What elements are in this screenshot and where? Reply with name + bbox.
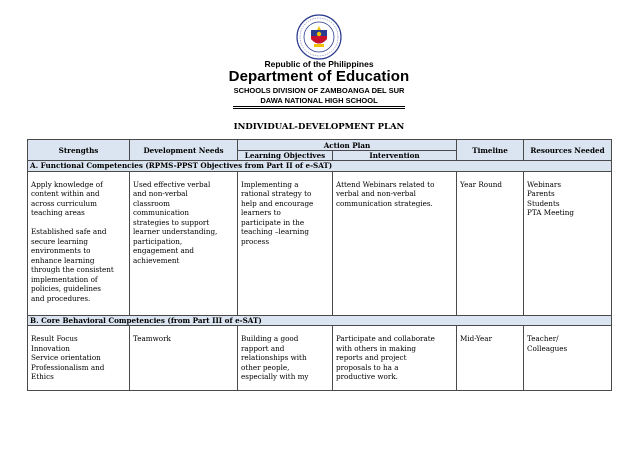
col-header-timeline: Timeline [457,140,524,161]
intervention-text: Attend Webinars related to verbal and non-verbal communication strategies. [336,179,435,208]
header-divider [233,106,405,109]
learning-objectives-text: Implementing a rational strategy to help and encourage learners to participate in the teaching –learning process [241,179,314,246]
department-title: Department of Education [228,68,410,85]
resources-text: Teacher/ Colleagues [527,334,568,353]
deped-seal-icon [296,14,342,60]
plan-title: INDIVIDUAL-DEVELOPMENT PLAN [233,122,405,132]
republic-label: Republic of the Philippines [264,59,374,69]
col-header-learning-objectives: Learning Objectives [238,151,333,161]
col-header-intervention: Intervention [333,151,457,161]
cell-learning-objectives [238,171,333,315]
cell-development-needs [130,171,238,315]
development-needs-text: Used effective verbal and non-verbal classroom communication strategies to support learner understanding, participation, engagement and achievement [133,179,218,265]
cell-strengths [28,171,130,315]
section-title-core-behavioral: B. Core Behavioral Competencies (from Part III of e-SAT) [28,315,612,326]
cell-resources [524,326,612,391]
learning-objectives-text: Building a good rapport and relationships with other people, especially with my [241,334,309,381]
cell-intervention [333,326,457,391]
cell-intervention [333,171,457,315]
timeline-text: Year Round [460,179,502,189]
strength-text: Result Focus Innovation Service orientation Professionalism and Ethics [31,334,105,381]
school-label: DAWA NATIONAL HIGH SCHOOL [260,96,378,105]
development-plan-table [27,139,612,391]
division-label: SCHOOLS DIVISION OF ZAMBOANGA DEL SUR [233,86,405,95]
col-header-development-needs: Development Needs [130,140,238,161]
section-title-functional: A. Functional Competencies (RPMS-PPST Objectives from Part II of e-SAT) [28,161,612,172]
col-header-resources: Resources Needed [524,140,612,161]
development-needs-text: Teamwork [133,334,171,343]
table-row [28,171,612,315]
resources-text: Webinars Parents Students PTA Meeting [527,179,575,217]
cell-development-needs [130,326,238,391]
cell-resources [524,171,612,315]
cell-strengths [28,326,130,391]
strength-text: Apply knowledge of content within and across curriculum teaching areas [31,179,103,217]
table-row [28,326,612,391]
cell-timeline [457,326,524,391]
cell-learning-objectives [238,326,333,391]
intervention-text: Participate and collaborate with others in making reports and project proposals to ha a productive work. [336,334,435,381]
strength-text: Established safe and secure learning environments to enhance learning through the consistent implementation of policies, guidelines and procedures. [31,227,114,303]
cell-timeline [457,171,524,315]
col-header-strengths: Strengths [28,140,130,161]
col-header-action-plan: Action Plan [238,140,457,151]
timeline-text: Mid-Year [460,334,493,343]
